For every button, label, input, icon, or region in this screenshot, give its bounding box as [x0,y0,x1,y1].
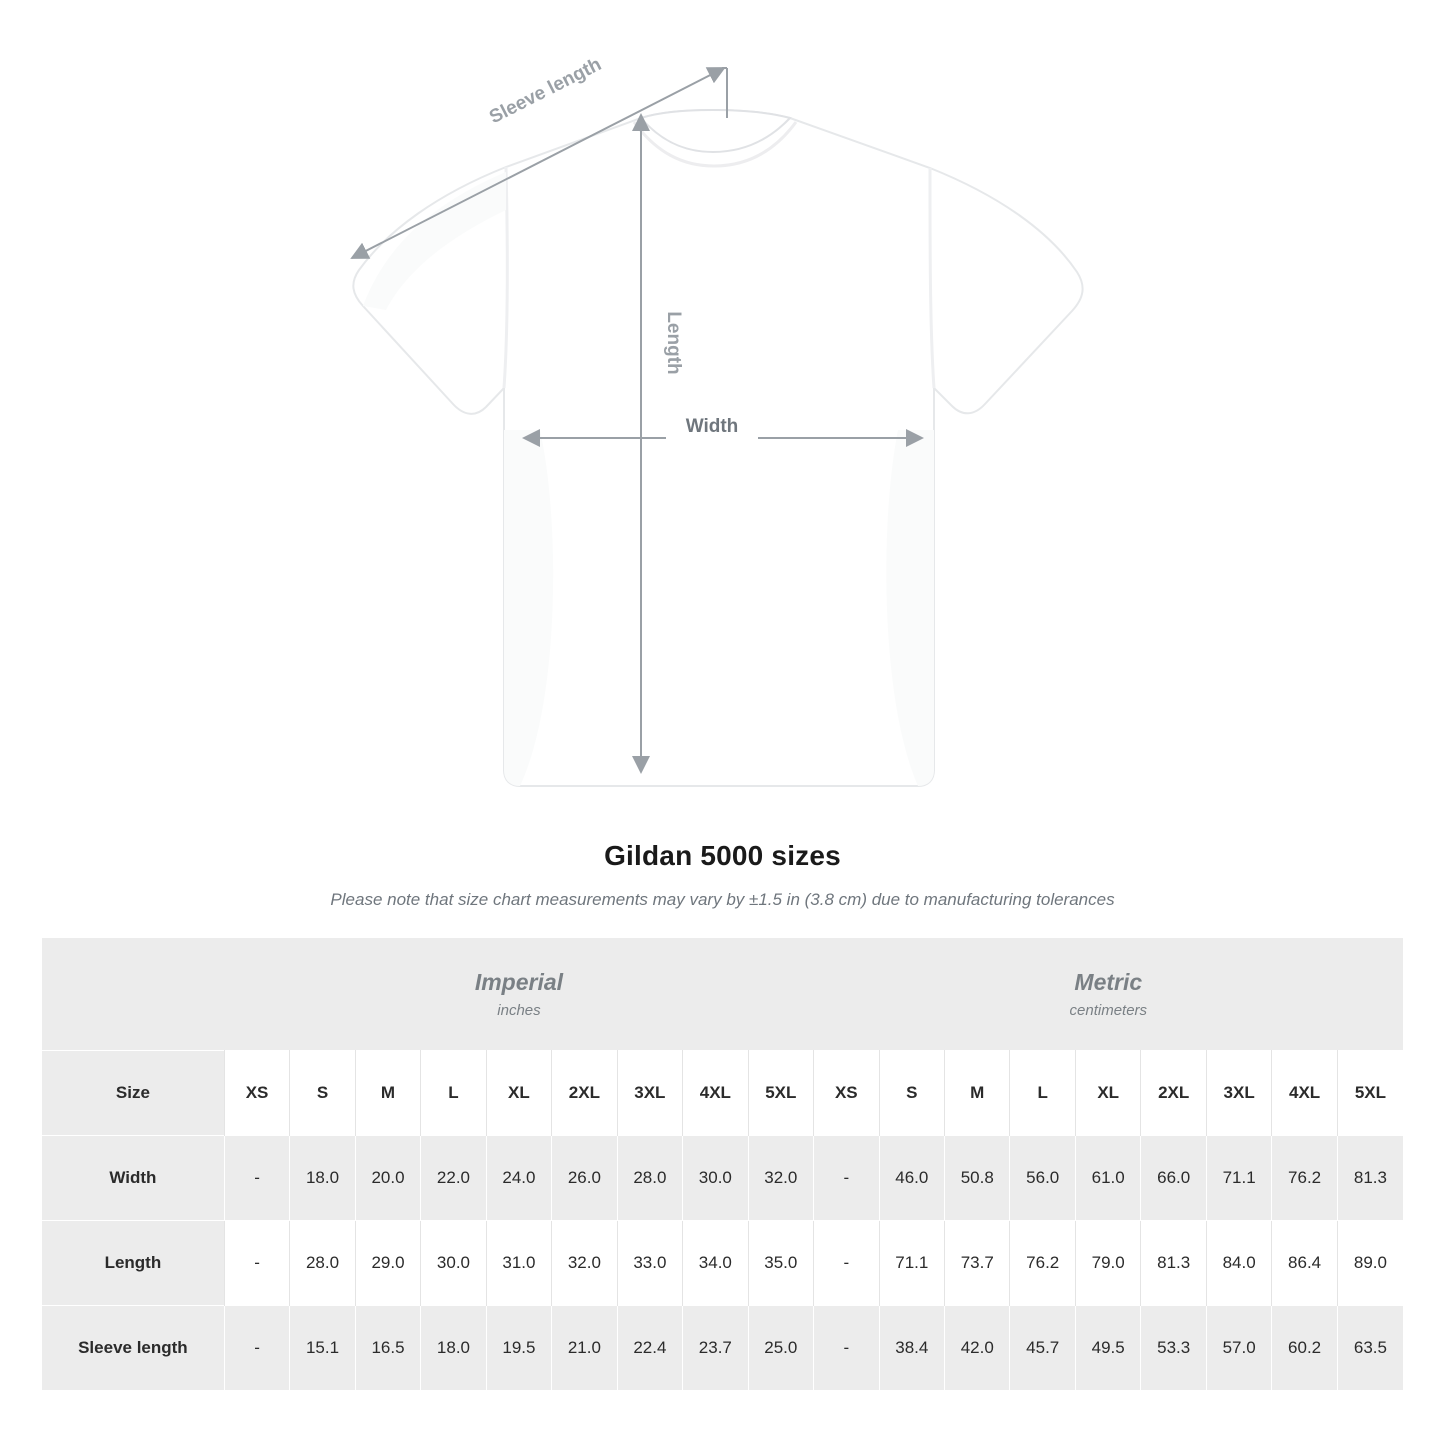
cell-width-metric-s: 46.0 [879,1136,944,1221]
cell-length-metric-m: 73.7 [945,1221,1010,1306]
cell-sleeve-imperial-l: 18.0 [421,1306,486,1391]
cell-sleeve-metric-2xl: 53.3 [1141,1306,1206,1391]
size-col-2xl-metric: 2XL [1141,1051,1206,1136]
cell-width-metric-xl: 61.0 [1075,1136,1140,1221]
cell-length-imperial-4xl: 34.0 [683,1221,748,1306]
table-row [42,1306,1403,1391]
cell-sleeve-imperial-m: 16.5 [355,1306,420,1391]
size-col-l-imperial: L [421,1051,486,1136]
cell-length-metric-5xl: 89.0 [1337,1221,1403,1306]
size-header-row [42,1051,1403,1136]
cell-sleeve-metric-l: 45.7 [1010,1306,1075,1391]
size-col-m-metric: M [945,1051,1010,1136]
cell-length-imperial-xs: - [224,1221,289,1306]
size-col-l-metric: L [1010,1051,1075,1136]
size-table-wrap [42,938,1403,1390]
size-col-4xl-imperial: 4XL [683,1051,748,1136]
cell-length-metric-l: 76.2 [1010,1221,1075,1306]
size-col-3xl-imperial: 3XL [617,1051,682,1136]
size-col-xl-imperial: XL [486,1051,551,1136]
cell-width-metric-xs: - [814,1136,879,1221]
cell-sleeve-metric-5xl: 63.5 [1337,1306,1403,1391]
cell-length-imperial-3xl: 33.0 [617,1221,682,1306]
cell-length-imperial-l: 30.0 [421,1221,486,1306]
cell-width-imperial-xl: 24.0 [486,1136,551,1221]
cell-sleeve-imperial-s: 15.1 [290,1306,355,1391]
row-label-width: Width [42,1136,224,1221]
chart-title-block [0,840,1445,910]
size-col-xs-metric: XS [814,1051,879,1136]
cell-width-imperial-s: 18.0 [290,1136,355,1221]
unit-header-imperial [224,938,813,1051]
cell-width-imperial-2xl: 26.0 [552,1136,617,1221]
cell-width-metric-l: 56.0 [1010,1136,1075,1221]
cell-length-imperial-m: 29.0 [355,1221,420,1306]
cell-width-imperial-4xl: 30.0 [683,1136,748,1221]
cell-length-imperial-2xl: 32.0 [552,1221,617,1306]
cell-length-metric-3xl: 84.0 [1206,1221,1271,1306]
cell-sleeve-metric-3xl: 57.0 [1206,1306,1271,1391]
length-label: Length [663,311,684,375]
cell-sleeve-imperial-xs: - [224,1306,289,1391]
cell-sleeve-imperial-3xl: 22.4 [617,1306,682,1391]
cell-sleeve-metric-s: 38.4 [879,1306,944,1391]
cell-sleeve-imperial-4xl: 23.7 [683,1306,748,1391]
unit-sub-imperial: inches [497,1002,541,1019]
cell-width-imperial-3xl: 28.0 [617,1136,682,1221]
cell-sleeve-imperial-2xl: 21.0 [552,1306,617,1391]
table-row [42,1221,1403,1306]
size-col-2xl-imperial: 2XL [552,1051,617,1136]
tshirt-shape [353,110,1082,786]
cell-sleeve-imperial-5xl: 25.0 [748,1306,814,1391]
size-col-4xl-metric: 4XL [1272,1051,1337,1136]
cell-width-imperial-m: 20.0 [355,1136,420,1221]
size-col-5xl-imperial: 5XL [748,1051,814,1136]
cell-sleeve-metric-xl: 49.5 [1075,1306,1140,1391]
page-title: Gildan 5000 sizes [604,840,841,871]
table-row [42,1136,1403,1221]
cell-sleeve-imperial-xl: 19.5 [486,1306,551,1391]
size-col-xs-imperial: XS [224,1051,289,1136]
cell-width-metric-3xl: 71.1 [1206,1136,1271,1221]
cell-width-imperial-l: 22.0 [421,1136,486,1221]
sleeve-length-label: Sleeve length [486,53,605,129]
unit-header-metric [814,938,1403,1051]
cell-width-metric-m: 50.8 [945,1136,1010,1221]
unit-sub-metric: centimeters [1069,1002,1148,1019]
unit-name-imperial: Imperial [474,969,564,995]
row-label-size: Size [42,1051,224,1136]
cell-length-imperial-5xl: 35.0 [748,1221,814,1306]
unit-header-spacer [42,938,224,1051]
cell-length-metric-4xl: 86.4 [1272,1221,1337,1306]
row-label-sleeve-length: Sleeve length [42,1306,224,1391]
cell-length-metric-2xl: 81.3 [1141,1221,1206,1306]
cell-length-metric-xs: - [814,1221,879,1306]
cell-length-imperial-s: 28.0 [290,1221,355,1306]
cell-width-metric-5xl: 81.3 [1337,1136,1403,1221]
unit-header-row [42,938,1403,1051]
cell-width-metric-4xl: 76.2 [1272,1136,1337,1221]
size-col-m-imperial: M [355,1051,420,1136]
tolerance-note: Please note that size chart measurements may vary by ±1.5 in (3.8 cm) due to manufacturing tolerances [330,890,1115,909]
size-col-s-imperial: S [290,1051,355,1136]
cell-length-metric-s: 71.1 [879,1221,944,1306]
unit-name-metric: Metric [1074,969,1143,995]
row-label-length: Length [42,1221,224,1306]
cell-length-metric-xl: 79.0 [1075,1221,1140,1306]
size-col-5xl-metric: 5XL [1337,1051,1403,1136]
cell-length-imperial-xl: 31.0 [486,1221,551,1306]
size-col-xl-metric: XL [1075,1051,1140,1136]
cell-sleeve-metric-4xl: 60.2 [1272,1306,1337,1391]
cell-width-imperial-5xl: 32.0 [748,1136,814,1221]
width-label: Width [685,416,739,437]
cell-width-imperial-xs: - [224,1136,289,1221]
cell-sleeve-metric-m: 42.0 [945,1306,1010,1391]
size-chart-table [42,938,1403,1390]
cell-width-metric-2xl: 66.0 [1141,1136,1206,1221]
size-col-s-metric: S [879,1051,944,1136]
cell-sleeve-metric-xs: - [814,1306,879,1391]
size-col-3xl-metric: 3XL [1206,1051,1271,1136]
